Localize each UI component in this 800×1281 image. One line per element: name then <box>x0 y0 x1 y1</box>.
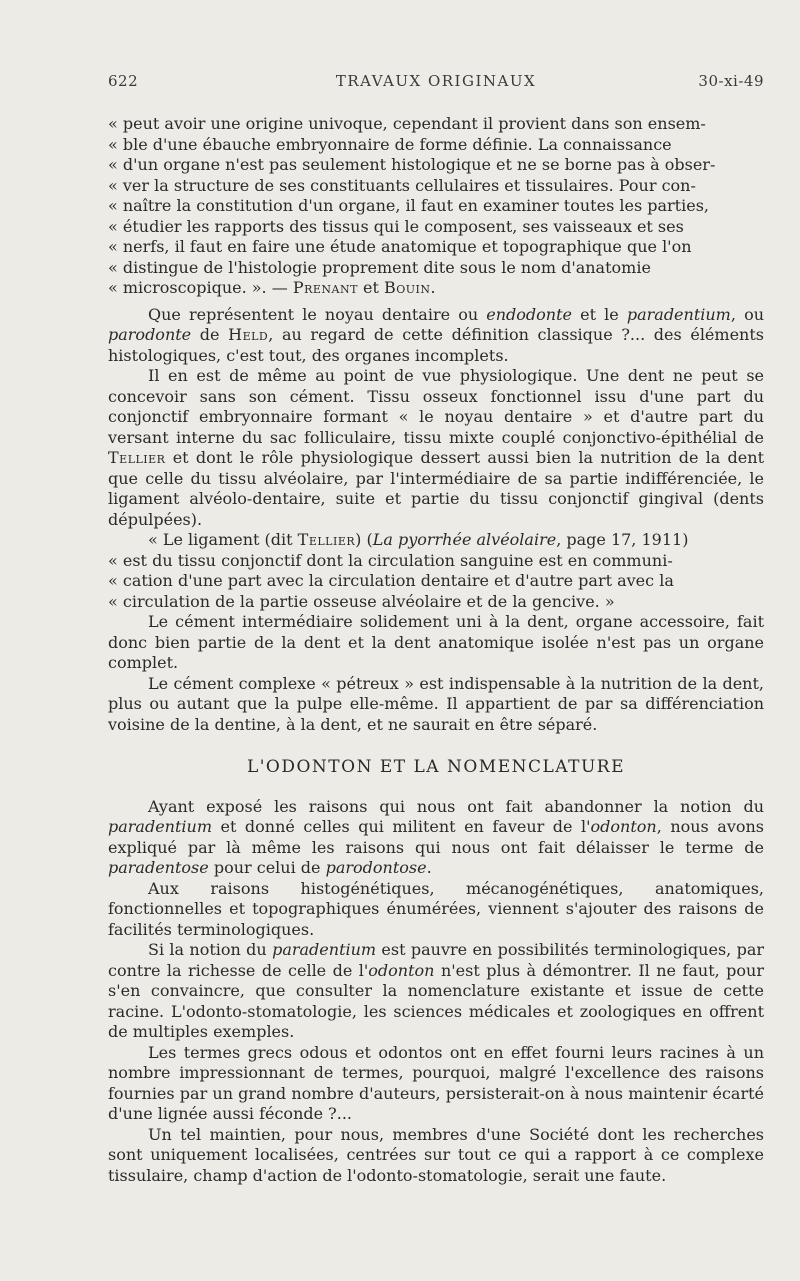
author-name: Held <box>228 325 269 344</box>
quote-line-attribution: « microscopique. ». — Prenant et Bouin. <box>108 278 436 297</box>
quotation-tellier <box>108 530 764 612</box>
quote-line: « ble d'une ébauche embryonnaire de forme définie. La connaissance <box>108 134 672 154</box>
quote-line: « naître la constitution d'un organe, il faut en examiner toutes les parties, <box>108 196 709 215</box>
article-body <box>108 114 764 1186</box>
quote-line: « est du tissu conjonctif dont la circulation sanguine est en communi- <box>108 550 673 570</box>
quote-line: « cation d'une part avec la circulation dentaire et d'autre part avec la <box>108 571 674 590</box>
paragraph: Ayant exposé les raisons qui nous ont fait abandonner la notion du paradentium et donné celles qui militent en faveur de l'odonton, nous avons expliqué par là même les raisons qui nous ont fait délaisser le terme de paradentose pour celui de parodontose. <box>108 796 764 877</box>
running-title: TRAVAUX ORIGINAUX <box>335 72 537 90</box>
section-heading: L'ODONTON ET LA NOMENCLATURE <box>246 757 626 777</box>
cited-title: La pyorrhée alvéolaire <box>372 530 557 549</box>
author-name: Bouin <box>384 278 431 297</box>
running-head <box>108 72 764 94</box>
paragraph: Que représentent le noyau dentaire ou endodonte et le paradentium, ou parodonte de Held, au regard de cette définition classique ?... des éléments histologiques, c'est tout, des organes incomplets. <box>108 304 765 365</box>
quote-line: « nerfs, il faut en faire une étude anatomique et topographique que l'on <box>108 237 692 256</box>
quote-line: « Le ligament (dit Tellier) (La pyorrhée alvéolaire, page 17, 1911) <box>148 530 689 549</box>
author-name: Tellier <box>297 530 356 549</box>
author-name: Prenant <box>292 278 358 297</box>
paragraph: Les termes grecs odous et odontos ont en effet fourni leurs racines à un nombre impressionnant de termes, pourquoi, malgré l'excellence des raisons fournies par un grand nombre d'auteurs, persisterait-on à nous maintenir écarté d'une lignée aussi féconde ?... <box>108 1042 764 1123</box>
quote-line: « étudier les rapports des tissus qui le composent, ses vaisseaux et ses <box>108 216 684 236</box>
paragraph: Un tel maintien, pour nous, membres d'une Société dont les recherches sont uniquement localisées, centrées sur tout ce qui a rapport à ce complexe tissulaire, champ d'action de l'odonto-stomatologie, serait une faute. <box>108 1124 764 1185</box>
paragraph: Il en est de même au point de vue physiologique. Une dent ne peut se concevoir sans son cément. Tissu osseux fonctionnel issu d'une part du conjonctif embryonnaire formant « le noyau dentaire » et d'autre part du versant interne du sac folliculaire, tissu mixte couplé conjonctivo-épithélial de Tellier et dont le rôle physiologique dessert aussi bien la nutrition de la dent que celle du tissu alvéolaire, par l'intermédiaire de sa partie indifférenciée, le ligament alvéolo-dentaire, suite et partie du tissu conjonctif gingival (dents dépulpées). <box>108 366 764 529</box>
paragraph: Si la notion du paradentium est pauvre en possibilités terminologiques, par contre la richesse de celle de l'odonton n'est plus à démontrer. Il ne faut, pour s'en convaincre, que consulter la nomenclature existante et issue de cette racine. L'odonto-stomatologie, les sciences médicales et zoologiques en offrent de multiples exemples. <box>108 940 765 1041</box>
quote-line: « peut avoir une origine univoque, cependant il provient dans son ensem- <box>108 114 706 133</box>
quote-line: « ver la structure de ses constituants cellulaires et tissulaires. Pour con- <box>108 175 696 195</box>
quotation-prenant-bouin <box>108 114 764 299</box>
page-number: 622 <box>108 72 139 90</box>
running-date: 30-xi-49 <box>698 72 764 90</box>
quote-line: « d'un organe n'est pas seulement histologique et ne se borne pas à obser- <box>108 155 716 174</box>
paragraph: Le cément intermédiaire solidement uni à la dent, organe accessoire, fait donc bien partie de la dent et la dent anatomique isolée n'est pas un organe complet. <box>108 612 764 672</box>
quote-line: « circulation de la partie osseuse alvéolaire et de la gencive. » <box>108 591 615 611</box>
author-name: Tellier <box>108 448 166 467</box>
paragraph: Le cément complexe « pétreux » est indispensable à la nutrition de la dent, plus ou autant que la pulpe elle-même. Il appartient de par sa différenciation voisine de la dentine, à la dent, et ne saurait en être séparé. <box>108 673 764 734</box>
paragraph: Aux raisons histogénétiques, mécanogénétiques, anatomiques, fonctionnelles et topographiques énumérées, viennent s'ajouter des raisons de facilités terminologiques. <box>108 878 764 939</box>
quote-line: « distingue de l'histologie proprement dite sous le nom d'anatomie <box>108 257 651 277</box>
